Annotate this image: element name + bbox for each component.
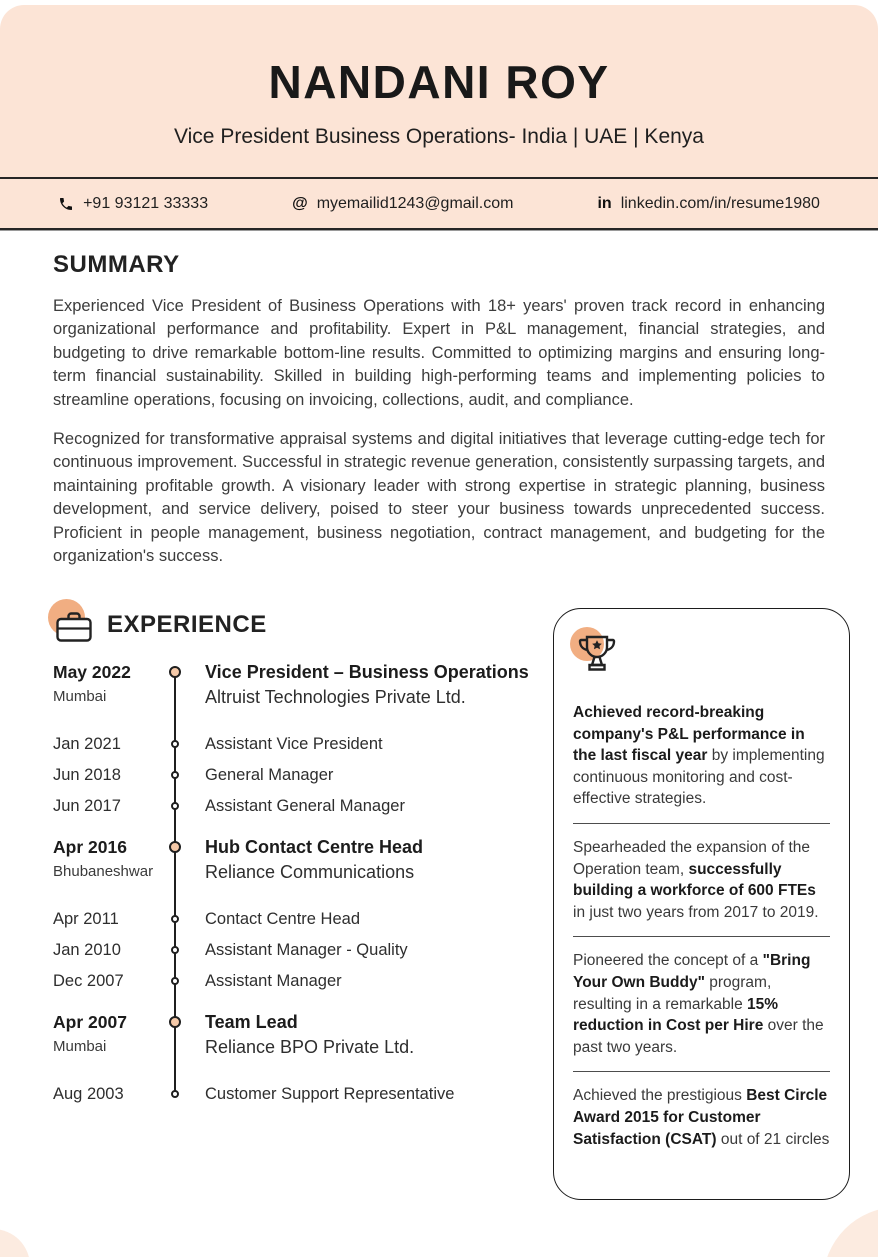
summary-section — [53, 251, 825, 568]
timeline-node-icon — [171, 977, 179, 985]
summary-paragraph-1: Experienced Vice President of Business Operations with 18+ years' proven track record in enhancing organizational performance and profitability. Expert in P&L management, financial strategies, and budgeting to drive remarkable bottom-line results. Committed to optimizing margins and ensuring long-term financial sustainability. Skilled in building high-performing teams and implementing policies to streamline operations, focusing on invoicing, collections, audit, and compliance. — [53, 297, 825, 409]
timeline-role: Hub Contact Centre Head — [205, 837, 424, 858]
timeline-entry — [53, 1085, 558, 1104]
timeline-date: Jun 2018 — [53, 766, 121, 785]
achievement-item: Achieved the prestigious Best Circle Award 2015 for Customer Satisfaction (CSAT) out of 21 circles — [573, 1087, 830, 1148]
contact-linkedin[interactable] — [597, 195, 819, 213]
timeline-node-icon — [171, 1090, 179, 1098]
timeline-entry — [53, 735, 558, 754]
timeline-location: Bhubaneshwar — [53, 863, 154, 881]
timeline-role: Vice President – Business Operations — [205, 662, 529, 683]
timeline-date: Apr 2016 — [53, 837, 127, 858]
timeline-entry — [53, 910, 558, 929]
timeline-date: Jun 2017 — [53, 797, 121, 816]
contact-phone[interactable] — [58, 195, 208, 213]
header-banner — [0, 5, 878, 177]
timeline-node-icon — [171, 946, 179, 954]
timeline-node-icon — [171, 771, 179, 779]
timeline-date: May 2022 — [53, 662, 131, 683]
timeline-date: Apr 2007 — [53, 1012, 127, 1033]
timeline-node-icon — [169, 1016, 181, 1028]
timeline-node-icon — [171, 915, 179, 923]
contact-bar — [0, 177, 878, 230]
timeline-entry — [53, 941, 558, 960]
timeline-node-icon — [169, 841, 181, 853]
candidate-name: NANDANI ROY — [268, 56, 610, 108]
contact-linkedin-text: linkedin.com/in/resume1980 — [620, 194, 820, 212]
timeline-role: Assistant Manager — [205, 972, 342, 991]
timeline-date: Dec 2007 — [53, 972, 124, 991]
contact-email[interactable] — [292, 195, 513, 213]
timeline-role: Assistant Vice President — [205, 735, 383, 754]
summary-paragraph-2: Recognized for transformative appraisal systems and digital initiatives that leverage cutting-edge tech for continuous improvement. Successful in strategic revenue generation, consistently surpassing targets, and maintaining profitable growth. A visionary leader with strong expertise in strategic planning, business development, and service delivery, poised to steer your business towards unprecedented success. Proficient in people management, business negotiation, contract management, and budgeting for the organization's success. — [53, 430, 825, 566]
timeline-entry — [53, 1012, 558, 1058]
experience-timeline — [53, 662, 558, 1104]
timeline-company: Reliance Communications — [205, 862, 415, 883]
timeline-entry — [53, 837, 558, 883]
summary-heading: SUMMARY — [53, 251, 180, 278]
achievement-item: Achieved record-breaking company's P&L performance in the last fiscal year by implementing continuous monitoring and cost-effective strategies. — [573, 704, 825, 808]
achievement-item: Spearheaded the expansion of the Operation team, successfully building a workforce of 600 FTEs in just two years from 2017 to 2019. — [573, 838, 819, 921]
candidate-headline: Vice President Business Operations- India | UAE | Kenya — [174, 125, 704, 148]
timeline-node-icon — [169, 666, 181, 678]
divider — [573, 936, 830, 937]
timeline-role: General Manager — [205, 766, 334, 785]
timeline-entry — [53, 972, 558, 991]
contact-phone-text: +91 93121 33333 — [83, 194, 209, 212]
timeline-company: Altruist Technologies Private Ltd. — [205, 687, 466, 708]
divider — [573, 1071, 830, 1072]
timeline-role: Team Lead — [205, 1012, 298, 1033]
trophy-icon — [573, 630, 623, 690]
timeline-date: Jan 2010 — [53, 941, 121, 960]
timeline-role: Assistant Manager - Quality — [205, 941, 408, 960]
timeline-entry — [53, 662, 558, 708]
timeline-date: Aug 2003 — [53, 1085, 124, 1104]
divider — [573, 823, 830, 824]
achievement-item: Pioneered the concept of a "Bring Your Own Buddy" program, resulting in a remarkable 15% reduction in Cost per Hire over the past two years. — [573, 952, 824, 1056]
timeline-location: Mumbai — [53, 688, 107, 706]
experience-heading: EXPERIENCE — [107, 611, 267, 639]
timeline-role: Contact Centre Head — [205, 910, 361, 929]
at-icon: @ — [292, 194, 308, 212]
linkedin-icon: in — [597, 194, 612, 212]
timeline-role: Customer Support Representative — [205, 1085, 455, 1104]
timeline-entry — [53, 766, 558, 785]
timeline-role: Assistant General Manager — [205, 797, 405, 816]
timeline-date: Apr 2011 — [53, 910, 119, 929]
achievements-card — [553, 608, 850, 1200]
decorative-circle-bottom-left — [0, 1229, 30, 1257]
briefcase-icon — [53, 605, 95, 645]
timeline-node-icon — [171, 740, 179, 748]
timeline-date: Jan 2021 — [53, 735, 121, 754]
timeline-entry — [53, 797, 558, 816]
timeline-location: Mumbai — [53, 1038, 107, 1056]
decorative-circle-bottom-right — [823, 1207, 878, 1257]
timeline-node-icon — [171, 802, 179, 810]
phone-icon — [58, 196, 74, 212]
timeline-company: Reliance BPO Private Ltd. — [205, 1037, 415, 1058]
contact-email-text: myemailid1243@gmail.com — [316, 194, 514, 212]
